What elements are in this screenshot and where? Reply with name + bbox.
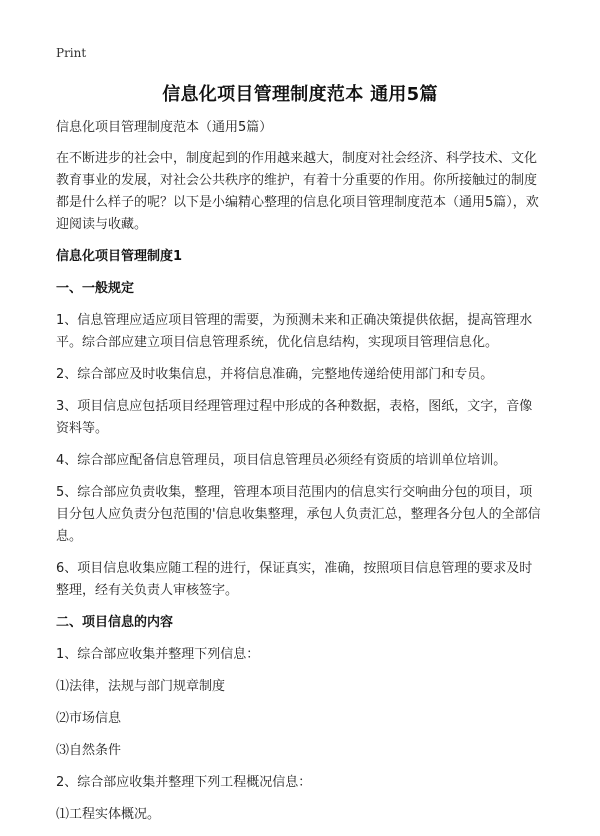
part1-item-6: 6、项目信息收集应随工程的进行，保证真实，准确，按照项目信息管理的要求及时整理，经有关负责人审核签字。 bbox=[56, 561, 533, 598]
part1-item-4: 4、综合部应配备信息管理员，项目信息管理员必须经有资质的培训单位培训。 bbox=[56, 453, 507, 468]
document-subtitle: 信息化项目管理制度范本（通用5篇） bbox=[56, 120, 273, 135]
document-title: 信息化项目管理制度范本 通用5篇 bbox=[162, 84, 438, 105]
part1-heading: 一、一般规定 bbox=[56, 281, 135, 296]
part1-item-2: 2、综合部应及时收集信息，并将信息准确，完整地传递给使用部门和专员。 bbox=[56, 367, 494, 382]
print-label[interactable]: Print bbox=[56, 46, 87, 60]
part2-item-6: ⑴工程实体概况。 bbox=[56, 807, 161, 822]
part2-item-1: 1、综合部应收集并整理下列信息： bbox=[56, 647, 260, 662]
part1-item-5: 5、综合部应负责收集，整理，管理本项目范围内的信息实行交响曲分包的项目，项目分包人应负责分包范围的'信息收集整理，承包人负责汇总，整理各分包人的全部信息。 bbox=[56, 485, 541, 544]
part1-item-1: 1、信息管理应适应项目管理的需要，为预测未来和正确决策提供依据，提高管理水平。综合部应建立项目信息管理系统，优化信息结构，实现项目管理信息化。 bbox=[56, 313, 533, 350]
section-title: 信息化项目管理制度1 bbox=[56, 249, 183, 264]
part2-item-4: ⑶自然条件 bbox=[56, 743, 122, 758]
part1-item-3: 3、项目信息应包括项目经理管理过程中形成的各种数据，表格，图纸，文字，音像资料等。 bbox=[56, 399, 533, 436]
part2-item-2: ⑴法律，法规与部门规章制度 bbox=[56, 679, 226, 694]
part2-item-3: ⑵市场信息 bbox=[56, 711, 122, 726]
part2-item-5: 2、综合部应收集并整理下列工程概况信息： bbox=[56, 775, 312, 790]
intro-paragraph: 在不断进步的社会中，制度起到的作用越来越大，制度对社会经济、科学技术、文化教育事业的发展，对社会公共秩序的维护，有着十分重要的作用。你所接触过的制度都是什么样子的呢？以下是小编精心整理的信息化项目管理制度范本（通用5篇），欢迎阅读与收藏。 bbox=[56, 151, 539, 232]
part2-heading: 二、项目信息的内容 bbox=[56, 615, 174, 630]
document-body bbox=[56, 118, 544, 836]
